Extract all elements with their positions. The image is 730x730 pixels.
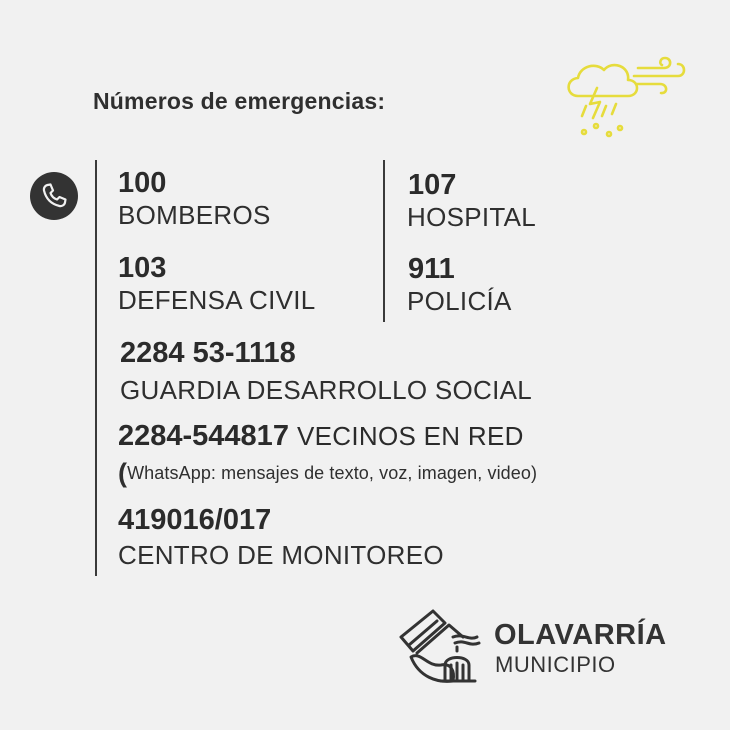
contact-label-hospital: HOSPITAL xyxy=(407,202,537,232)
contact-label-monitoreo: CENTRO DE MONITOREO xyxy=(118,540,444,570)
phone-number-value: 2284-544817 xyxy=(118,420,289,452)
page-title: Números de emergencias: xyxy=(93,88,386,114)
phone-icon xyxy=(30,172,78,220)
contact-label-defensa-civil: DEFENSA CIVIL xyxy=(118,285,316,315)
phone-number-hospital: 107 xyxy=(408,169,457,201)
whatsapp-note xyxy=(118,458,537,489)
left-divider xyxy=(95,160,97,576)
municipio-name: OLAVARRÍA xyxy=(494,619,667,651)
contact-label-guardia: GUARDIA DESARROLLO SOCIAL xyxy=(120,375,533,405)
phone-number-policia: 911 xyxy=(408,253,455,285)
phone-number-bomberos: 100 xyxy=(118,167,167,199)
column-divider xyxy=(383,160,385,322)
contact-label-policia: POLICÍA xyxy=(407,286,512,316)
contact-label-vecinos-en-red: VECINOS EN RED xyxy=(297,421,524,451)
municipio-subtitle: MUNICIPIO xyxy=(495,652,616,677)
olavarria-emblem-icon xyxy=(397,607,481,685)
contact-label-bomberos: BOMBEROS xyxy=(118,200,271,230)
note-open-paren: ( xyxy=(118,458,128,488)
phone-number-monitoreo: 419016/017 xyxy=(118,504,272,536)
phone-number-guardia: 2284 53-1118 xyxy=(120,337,296,369)
phone-number-defensa-civil: 103 xyxy=(118,252,167,284)
storm-cloud-wind-icon xyxy=(560,46,688,148)
note-text: WhatsApp: mensajes de texto, voz, imagen, video) xyxy=(127,463,538,483)
phone-number-vecinos-en-red xyxy=(118,421,524,451)
